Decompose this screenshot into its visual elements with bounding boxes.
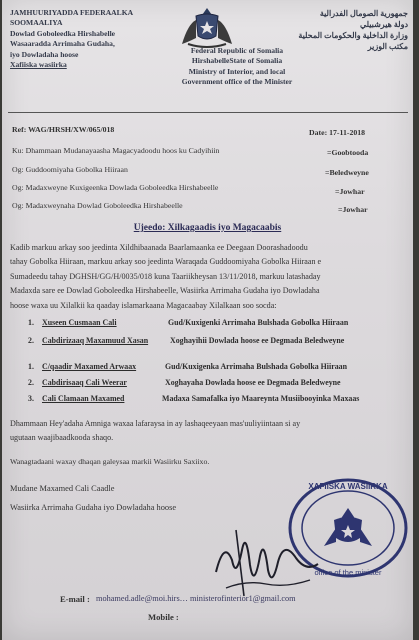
person-name: Cabdirizaaq Maxamuud Xasan xyxy=(42,336,149,345)
header-line: iyo Dowladaha hoose xyxy=(10,49,79,59)
recipient-place: =Beledweyne xyxy=(325,168,369,177)
body-line: tahay Gobolka Hiiraan, markuu arkay soo jeedinta Waraqada Guddoomiyaha Gobolka Hiiraan e xyxy=(10,257,322,267)
header-english xyxy=(152,46,322,88)
person-role: Madaxa Samafalka iyo Maareynta Musiibooyinka Maxaas xyxy=(162,394,360,403)
list-item xyxy=(42,394,124,403)
header-line: Government office of the Minister xyxy=(181,77,293,87)
person-role: Xoghayihii Dowlada hoose ee Degmada Beledweyne xyxy=(170,336,345,345)
header-line: Xafiiska wasiirka xyxy=(10,60,67,70)
stamp-bottom-text: office of the minister xyxy=(314,568,382,577)
subject-heading: Ujeedo: Xilkagaadis iyo Magacaabis xyxy=(133,223,282,233)
person-role: Gud/Kuxigenki Arrimaha Bulshada Gobolka Hiiraan xyxy=(168,318,349,327)
closing-line: Dhammaan Hey'adaha Amniga waxaa lafaraysa in ay lashaqeeyaan mas'uuliyiintaan si ay xyxy=(10,419,301,428)
list-item xyxy=(42,318,117,327)
list-item xyxy=(42,362,136,371)
header-line: جمهورية الصومال الفدرالية xyxy=(319,9,408,18)
person-name: C/qaadir Maxamed Arwaax xyxy=(42,362,137,371)
header-line: HirshabelleState of Somalia xyxy=(191,56,283,66)
body-line: hoose waxa uu Xilalkii ka qaaday islamarkaana Magacaabay Xilalkaan soo socda: xyxy=(10,300,277,310)
effective-note: Wanagtadaani waxay dhaqan galeysaa markii Wasiirku Saxiixo. xyxy=(10,457,210,466)
list-number: 1. xyxy=(28,318,34,327)
person-role: Xoghayaha Dowlada hoose ee Degmada Beledweyne xyxy=(165,378,341,387)
header-line: وزارة الداخلية والحكومات المحلية xyxy=(298,31,408,40)
recipient-place: =Jowhar xyxy=(335,187,365,196)
header-divider xyxy=(8,112,408,113)
email-value: mohamed.adle@moi.hirs… ministerofinterior1@gmail.com xyxy=(96,594,296,603)
list-number: 3. xyxy=(28,394,34,403)
header-line: مكتب الوزير xyxy=(367,42,408,51)
header-line: Dowlad Goboleedka Hirshabelle xyxy=(10,28,116,38)
recipient-line: Og: Guddoomiyaha Gobolka Hiiraan xyxy=(12,165,128,174)
body-line: Sumadeedu tahay DGHSH/GG/H/0035/018 kuna Taariikheysan 13/11/2018, markuu latashaday xyxy=(10,271,321,281)
body-line: Madaxda sare ee Dowlad Goboleedka Hirshabeelle, Wasiirka Arrimaha Gudaha iyo Dowladaha xyxy=(10,286,320,296)
letter-page xyxy=(2,0,413,640)
header-line: Federal Republic of Somalia xyxy=(190,46,284,55)
recipient-place: =Jowhar xyxy=(338,205,368,214)
stamp-top-text: XAFIISKA WASIIRKA xyxy=(308,482,388,491)
list-number: 2. xyxy=(28,336,34,345)
body-paragraph xyxy=(10,241,410,313)
list-number: 1. xyxy=(28,362,34,371)
header-somali xyxy=(10,8,150,70)
coat-of-arms-icon xyxy=(174,4,240,48)
closing-line: ugutaan waajibaadkooda shaqo. xyxy=(10,433,114,442)
closing-paragraph xyxy=(10,417,410,445)
mobile-label: Mobile : xyxy=(148,612,179,622)
person-role: Gud/Kuxigenka Arrimaha Bulshada Gobolka Hiiraan xyxy=(165,362,347,371)
header-line: Ministry of Interior, and local xyxy=(188,66,286,76)
signatory-name: Mudane Maxamed Cali Caadle xyxy=(10,484,115,493)
person-name: Xuseen Cusmaan Cali xyxy=(42,318,117,327)
person-name: Cali Clamaan Maxamed xyxy=(42,394,125,403)
signature-icon xyxy=(206,510,326,600)
reference-number: Ref: WAG/HRSH/XW/065/018 xyxy=(12,125,115,134)
header-line: JAMHUURIYADDA FEDERAALKA SOOMAALIYA xyxy=(10,8,133,28)
list-item xyxy=(42,378,127,387)
person-name: Cabdirisaaq Cali Weerar xyxy=(42,378,127,387)
recipient-line: Og: Madaxweynaha Dowlad Goboleedka Hirshabeelle xyxy=(12,201,183,210)
header-line: دولة هيرشبيلي xyxy=(359,20,408,29)
body-line: Kadib markuu arkay soo jeedinta Xildhibaanada Baarlamaanka ee Deegaan Doorashadoodu xyxy=(10,243,308,252)
email-label: E-mail : xyxy=(60,594,90,604)
list-number: 2. xyxy=(28,378,34,387)
letter-date: Date: 17-11-2018 xyxy=(309,128,366,137)
header-line: Wasaaradda Arrimaha Gudaha, xyxy=(10,39,115,49)
recipient-place: =Goobtooda xyxy=(327,148,369,157)
recipient-line: Og: Madaxweyne Kuxigeenka Dowlada Goboleedka Hirshabeelle xyxy=(12,183,219,192)
header-arabic xyxy=(288,8,408,52)
signatory-title: Wasiirka Arrimaha Gudaha iyo Dowladaha hoose xyxy=(10,503,177,512)
recipient-line: Ku: Dhammaan Mudanayaasha Magacyadoodu hoos ku Cadyihiin xyxy=(12,146,220,155)
list-item xyxy=(42,336,148,345)
